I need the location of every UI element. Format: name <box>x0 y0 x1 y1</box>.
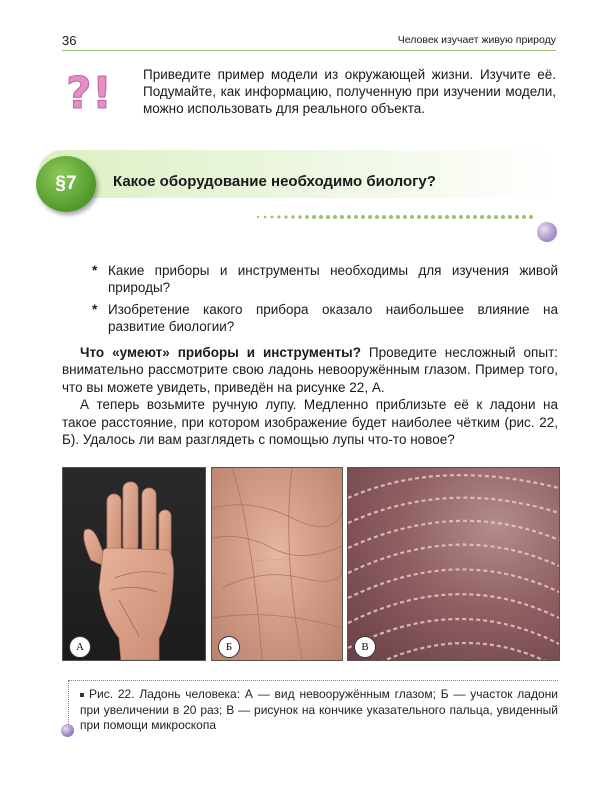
bullet-star-icon: * <box>92 263 98 278</box>
guiding-question-text: Какие приборы и инструменты необходимы для изучения живой природы? <box>108 263 558 295</box>
svg-text:!: ! <box>92 68 113 116</box>
header-rule <box>62 50 556 51</box>
guiding-questions <box>92 262 558 340</box>
photo-palm-naked-eye <box>62 467 206 661</box>
caption-dotted-rule <box>68 680 558 681</box>
section-decor-ball <box>537 222 557 242</box>
figure-label-b: Б <box>218 636 240 658</box>
photo-fingertip-microscope <box>347 467 560 661</box>
bullet-star-icon: * <box>92 302 98 317</box>
guiding-question <box>92 262 558 296</box>
figure-label-a: А <box>69 636 91 658</box>
running-title: Человек изучает живую природу <box>397 34 556 46</box>
figure-caption <box>80 687 558 734</box>
caption-decor-ball <box>61 724 74 737</box>
caption-dotted-line <box>68 680 69 728</box>
body-text <box>62 344 558 448</box>
figure-caption-text: Рис. 22. Ладонь человека: А — вид невооружённым глазом; Б — участок ладони при увеличении в 20 раз; В — рисунок на кончике указательного пальца, увиденный при помощи микроскопа <box>80 687 558 732</box>
guiding-question-text: Изобретение какого прибора оказало наибольшее влияние на развитие биологии? <box>108 302 558 334</box>
paragraph-1-text: Проведите несложный опыт: внимательно рассмотрите свою ладонь невооружённым глазом. Пример того, что вы можете увидеть, приведён на рисунке 22, А. <box>62 345 558 395</box>
question-exclamation-icon <box>64 64 116 116</box>
photo-palm-magnified <box>211 467 343 661</box>
svg-text:?: ? <box>66 68 92 116</box>
question-text: Приведите пример модели из окружающей жизни. Изучите её. Подумайте, как информацию, полученную при изучении модели, можно использовать для реального объекта. <box>143 67 556 116</box>
paragraph-1 <box>62 344 558 396</box>
section-dotted-rule <box>255 207 535 213</box>
paragraph-2: А теперь возьмите ручную лупу. Медленно приблизьте её к ладони на такое расстояние, при котором изображение будет наиболее чётким (рис. 22, Б). Удалось ли вам разглядеть с помощью лупы что-то новое? <box>62 397 558 448</box>
paragraph-1-lead: Что «умеют» приборы и инструменты? <box>80 345 361 360</box>
page-number: 36 <box>62 33 77 48</box>
caption-bullet-icon <box>80 693 84 697</box>
figure-label-c: В <box>354 636 376 658</box>
section-title: Какое оборудование необходимо биологу? <box>113 173 436 190</box>
section-number-badge: §7 <box>36 156 96 212</box>
guiding-question <box>92 301 558 335</box>
